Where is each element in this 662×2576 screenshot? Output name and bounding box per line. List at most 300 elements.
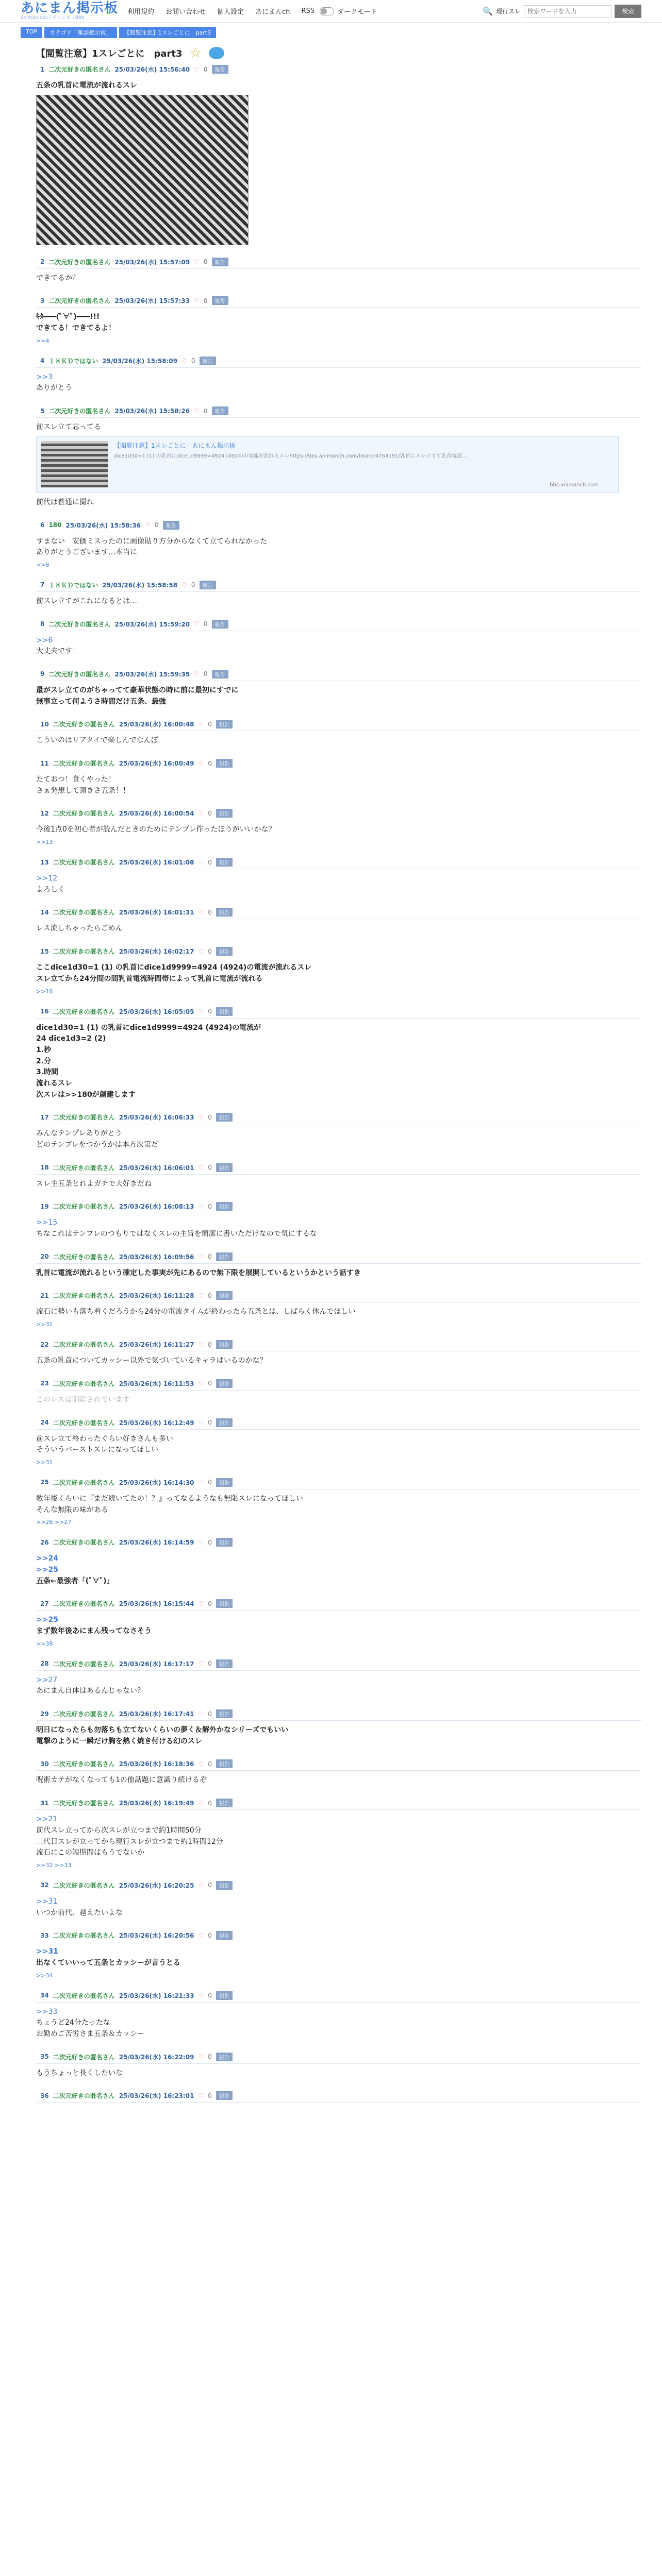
- heart-icon[interactable]: ♡: [198, 1710, 204, 1718]
- report-button[interactable]: 報告: [216, 908, 233, 917]
- post-number[interactable]: 23: [40, 1380, 49, 1387]
- reply-links[interactable]: >>8: [36, 561, 49, 568]
- reply-links[interactable]: >>26 >>27: [36, 1519, 72, 1526]
- heart-icon[interactable]: ♡: [198, 947, 204, 955]
- post-header: [36, 906, 641, 919]
- search-button[interactable]: 検索: [615, 5, 641, 18]
- post-header: [36, 1161, 641, 1175]
- poster-name: 二次元好きの匿名さん: [53, 1479, 115, 1486]
- post-body: [36, 731, 641, 747]
- reply-anchor-link[interactable]: >>25: [36, 1616, 58, 1624]
- reply-links[interactable]: >>32 >>33: [36, 1861, 72, 1869]
- search-bar: [483, 5, 641, 18]
- breadcrumb: [21, 27, 641, 38]
- post-number[interactable]: 25: [40, 1479, 49, 1486]
- post-body: [36, 1721, 641, 1747]
- post-number[interactable]: 17: [40, 1113, 49, 1121]
- top-bar: [0, 0, 662, 23]
- post-item: [36, 404, 641, 508]
- heart-icon[interactable]: ♡: [198, 1760, 204, 1768]
- report-button[interactable]: 報告: [216, 809, 233, 818]
- post-text-line: 乳首に電流が流れるという確定した事実が先にあるので無下限を展開しているというかという話すき: [36, 1268, 361, 1277]
- post-item: [36, 906, 641, 935]
- reply-anchor-link[interactable]: >>3: [36, 372, 53, 381]
- post-item: [36, 2089, 641, 2107]
- report-button[interactable]: 報告: [216, 1163, 233, 1172]
- site-logo[interactable]: [21, 2, 118, 21]
- heart-icon[interactable]: ♡: [198, 2053, 204, 2061]
- post-item: [36, 1005, 641, 1101]
- post-body: [36, 681, 641, 707]
- report-button[interactable]: 報告: [216, 1478, 233, 1487]
- post-item: [36, 1338, 641, 1367]
- post-number[interactable]: 6: [40, 521, 45, 529]
- breadcrumb-category[interactable]: カテゴリ「雑談掲示板」: [44, 27, 117, 38]
- thread-header: [36, 46, 641, 60]
- report-button[interactable]: 報告: [216, 1931, 233, 1940]
- report-button[interactable]: 報告: [216, 2053, 233, 2061]
- dark-mode-label: ダークモード: [337, 8, 377, 16]
- report-button[interactable]: 報告: [216, 1291, 233, 1300]
- search-scope-select[interactable]: 現行スレ: [495, 8, 521, 15]
- post-body: [36, 1430, 641, 1456]
- post-body: [36, 869, 641, 895]
- report-button[interactable]: 報告: [216, 759, 233, 768]
- heart-icon[interactable]: ♡: [198, 720, 204, 728]
- post-item: [36, 63, 641, 245]
- post-text-line: たておつ！食くやった！: [36, 775, 115, 784]
- post-text-line: 前代は普通に撮れ: [36, 498, 94, 506]
- post-header: [36, 579, 641, 592]
- post-item: [36, 807, 641, 845]
- like-count: 0: [208, 809, 212, 817]
- poster-name: 二次元好きの匿名さん: [48, 297, 111, 305]
- post-header: [36, 1536, 641, 1549]
- post-body: [36, 1611, 641, 1637]
- post-number[interactable]: 11: [40, 759, 49, 767]
- report-button[interactable]: 報告: [216, 1202, 233, 1211]
- post-number[interactable]: 10: [40, 720, 49, 728]
- post-body: [36, 2003, 641, 2040]
- post-header: [36, 1707, 641, 1721]
- post-date: 25/03/26(水) 15:57:33: [114, 297, 190, 305]
- post-text-line: スレ主五条とれよガチで大好きだね: [36, 1179, 152, 1188]
- report-button[interactable]: 報告: [216, 1418, 233, 1427]
- poster-name: 二次元好きの匿名さん: [53, 721, 115, 728]
- like-count: 0: [203, 65, 208, 73]
- poster-name: 二次元好きの匿名さん: [53, 1710, 115, 1718]
- heart-icon[interactable]: ♡: [145, 521, 151, 529]
- heart-icon[interactable]: ♡: [198, 1600, 204, 1607]
- like-count: 0: [208, 759, 212, 767]
- post-number[interactable]: 24: [40, 1419, 49, 1426]
- poster-name: 二次元好きの匿名さん: [53, 1660, 115, 1668]
- like-count: 0: [208, 947, 212, 955]
- post-number[interactable]: 18: [40, 1164, 49, 1172]
- post-number[interactable]: 26: [40, 1538, 49, 1546]
- heart-icon[interactable]: ♡: [194, 670, 200, 678]
- post-text-line: どのテンプレをつかうかは本方次第だ: [36, 1141, 158, 1149]
- post-header: [36, 1879, 641, 1892]
- post-text-line: もうちょっと長くしたいな: [36, 2069, 123, 2077]
- report-button[interactable]: 報告: [216, 1659, 233, 1668]
- heart-icon[interactable]: ♡: [194, 65, 200, 73]
- poster-name: 二次元好きの匿名さん: [53, 1992, 115, 1999]
- post-text-line: ありがとう: [36, 384, 72, 393]
- post-number[interactable]: 29: [40, 1710, 49, 1718]
- like-count: 0: [208, 1292, 212, 1299]
- post-item: [36, 1289, 641, 1328]
- page-title: 【閲覧注意】1スレごとに part3: [36, 48, 183, 59]
- report-button[interactable]: 報告: [216, 1113, 233, 1122]
- poster-name: 二次元好きの匿名さん: [48, 258, 111, 266]
- post-date: 25/03/26(水) 16:21:33: [119, 1992, 194, 1999]
- reply-links[interactable]: >>31: [36, 1459, 53, 1466]
- poster-name: 二次元好きの匿名さん: [53, 1164, 115, 1172]
- like-count: 0: [208, 1538, 212, 1546]
- poster-name: 二次元好きの匿名さん: [53, 2053, 115, 2061]
- post-item: [36, 294, 641, 344]
- post-body: [36, 308, 641, 334]
- post-item: [36, 1657, 641, 1697]
- poster-name: 二次元好きの匿名さん: [48, 620, 111, 628]
- post-body: [36, 532, 641, 558]
- post-header: [36, 2050, 641, 2064]
- post-header: [36, 1929, 641, 1942]
- reply-anchor-link[interactable]: >>27: [36, 1675, 58, 1684]
- heart-icon[interactable]: ♡: [198, 1992, 204, 1999]
- report-button[interactable]: 報告: [212, 65, 228, 74]
- post-number[interactable]: 30: [40, 1760, 49, 1768]
- reply-links[interactable]: >>13: [36, 839, 53, 846]
- post-image[interactable]: [36, 95, 249, 245]
- star-icon[interactable]: ☆: [189, 45, 202, 61]
- report-button[interactable]: 報告: [216, 1991, 233, 2000]
- post-body: [36, 1391, 641, 1406]
- post-body: [36, 1810, 641, 1859]
- post-date: 25/03/26(水) 15:58:36: [65, 521, 141, 529]
- post-text-line: 五条の乳首に電流が流れるスレ: [36, 81, 137, 90]
- post-text-line: 流石に勢いも落ち着くだろうから24分の電流タイムが終わったら五条とは、しばらく休んでほしい: [36, 1308, 356, 1316]
- nav-rss[interactable]: RSS: [301, 7, 315, 15]
- like-count: 0: [208, 858, 212, 866]
- breadcrumb-top[interactable]: TOP: [21, 27, 42, 38]
- reply-anchor-link[interactable]: >>31: [36, 1897, 58, 1906]
- heart-icon[interactable]: ♡: [198, 1164, 204, 1172]
- like-count: 0: [203, 670, 208, 678]
- post-text-line: ｷﾀ━━━(ﾟ∀ﾟ)━━━!!!: [36, 313, 100, 321]
- heart-icon[interactable]: ♡: [198, 1419, 204, 1426]
- heart-icon[interactable]: ♡: [194, 407, 200, 415]
- post-item: [36, 579, 641, 607]
- link-preview-card[interactable]: [36, 436, 619, 493]
- heart-icon[interactable]: ♡: [198, 1882, 204, 1889]
- heart-icon[interactable]: ♡: [198, 2092, 204, 2099]
- post-date: 25/03/26(水) 16:14:30: [119, 1479, 194, 1486]
- heart-icon[interactable]: ♡: [198, 1292, 204, 1299]
- post-date: 25/03/26(水) 15:58:09: [102, 357, 178, 365]
- post-number[interactable]: 1: [40, 65, 45, 73]
- report-button[interactable]: 報告: [212, 406, 228, 415]
- like-count: 0: [208, 1992, 212, 1999]
- heart-icon[interactable]: ♡: [198, 1008, 204, 1015]
- post-number[interactable]: 28: [40, 1660, 49, 1668]
- post-item: [36, 856, 641, 895]
- report-button[interactable]: 報告: [216, 1538, 233, 1547]
- report-button[interactable]: 報告: [212, 296, 228, 305]
- reply-links[interactable]: >>31: [36, 1321, 53, 1328]
- report-button[interactable]: 報告: [216, 1881, 233, 1890]
- post-date: 25/03/26(水) 16:11:28: [119, 1292, 194, 1300]
- like-count: 0: [208, 2053, 212, 2061]
- post-header: [36, 1289, 641, 1302]
- post-number[interactable]: 36: [40, 2092, 49, 2099]
- post-date: 25/03/26(水) 15:56:40: [114, 66, 190, 73]
- post-item: [36, 945, 641, 994]
- heart-icon[interactable]: ♡: [198, 1799, 204, 1807]
- post-number[interactable]: 22: [40, 1341, 49, 1348]
- post-text-line: 前スレ立て忘ってる: [36, 423, 101, 432]
- post-number[interactable]: 2: [40, 258, 45, 266]
- poster-name: 二次元好きの匿名さん: [53, 1539, 115, 1547]
- post-header: [36, 1338, 641, 1351]
- post-header: [36, 63, 641, 76]
- post-header: [36, 945, 641, 958]
- report-button[interactable]: 報告: [212, 258, 228, 266]
- poster-name: 二次元好きの匿名さん: [53, 909, 115, 917]
- post-text-line: 前スレ立て終わったぐらい好きさんも多い: [36, 1434, 173, 1443]
- post-number[interactable]: 8: [40, 620, 45, 628]
- post-text-line: こういのはリアタイで楽しんでなんぼ: [36, 736, 158, 745]
- nav-terms[interactable]: 利用規約: [127, 8, 155, 16]
- report-button[interactable]: 報告: [212, 670, 228, 679]
- heart-icon[interactable]: ♡: [198, 1202, 204, 1210]
- post-text-line: 最がスレ立てのがちゃってて豪華状態の時に前に最初にすでに: [36, 686, 239, 694]
- report-button[interactable]: 報告: [200, 581, 216, 589]
- like-count: 0: [208, 1341, 212, 1348]
- heart-icon[interactable]: ♡: [181, 581, 187, 589]
- twitter-share-icon[interactable]: [209, 47, 224, 59]
- reply-links[interactable]: >>4: [36, 337, 49, 344]
- post-text-line: まず数年後あにまん残ってなさそう: [36, 1627, 152, 1635]
- post-header: [36, 1416, 641, 1430]
- report-button[interactable]: 報告: [216, 720, 233, 728]
- reply-anchor-link[interactable]: >>15: [36, 1218, 58, 1227]
- heart-icon[interactable]: ♡: [198, 858, 204, 866]
- post-number[interactable]: 27: [40, 1600, 49, 1607]
- post-text-line: ちなこれはテンプレのつもりではなくスレの主旨を簡潔に書いただけなので気にするな: [36, 1230, 317, 1239]
- post-number[interactable]: 3: [40, 297, 45, 304]
- reply-anchor-link[interactable]: >>24: [36, 1554, 58, 1563]
- reply-anchor-link[interactable]: >>25: [36, 1565, 58, 1574]
- post-date: 25/03/26(水) 16:17:41: [119, 1710, 194, 1718]
- post-number[interactable]: 31: [40, 1799, 49, 1807]
- like-count: 0: [208, 1253, 212, 1261]
- post-item: [36, 2050, 641, 2079]
- report-button[interactable]: 報告: [216, 1379, 233, 1388]
- heart-icon[interactable]: ♡: [194, 258, 200, 266]
- heart-icon[interactable]: ♡: [198, 1479, 204, 1486]
- like-count: 0: [208, 1113, 212, 1121]
- post-date: 25/03/26(水) 16:17:17: [119, 1660, 194, 1668]
- post-text-line: 次スレは>>180が創建します: [36, 1090, 136, 1099]
- like-count: 0: [203, 407, 208, 415]
- post-text-line: ちょうど24分たったな: [36, 2019, 110, 2027]
- search-input[interactable]: [524, 5, 611, 18]
- post-item: [36, 1377, 641, 1406]
- post-body: [36, 1019, 641, 1101]
- like-count: 0: [191, 581, 195, 589]
- heart-icon[interactable]: ♡: [198, 1538, 204, 1546]
- post-item: [36, 1929, 641, 1978]
- post-item: [36, 718, 641, 747]
- post-header: [36, 1597, 641, 1611]
- nav-settings[interactable]: 個人設定: [217, 8, 244, 16]
- heart-icon[interactable]: ♡: [198, 1931, 204, 1939]
- heart-icon[interactable]: ♡: [198, 1253, 204, 1261]
- logo-text: あにまん掲示板: [21, 1, 119, 16]
- post-body: [36, 1771, 641, 1786]
- post-number[interactable]: 33: [40, 1931, 49, 1939]
- post-number[interactable]: 21: [40, 1292, 49, 1299]
- post-text-line: このレスは削除されています: [36, 1395, 130, 1404]
- report-button[interactable]: 報告: [200, 357, 216, 365]
- reply-anchor-link[interactable]: >>12: [36, 874, 58, 883]
- post-date: 25/03/26(水) 16:06:33: [119, 1114, 194, 1122]
- heart-icon[interactable]: ♡: [181, 357, 187, 365]
- reply-anchor-link[interactable]: >>21: [36, 1815, 58, 1824]
- report-button[interactable]: 報告: [216, 1759, 233, 1768]
- post-item: [36, 668, 641, 707]
- poster-name: 二次元好きの匿名さん: [53, 1932, 115, 1940]
- post-number[interactable]: 9: [40, 670, 45, 678]
- post-number[interactable]: 12: [40, 809, 49, 817]
- post-number[interactable]: 4: [40, 357, 45, 365]
- heart-icon[interactable]: ♡: [198, 1113, 204, 1121]
- like-count: 0: [208, 1660, 212, 1668]
- breadcrumb-thread[interactable]: 【閲覧注意】1スレごとに part3: [119, 27, 217, 38]
- report-button[interactable]: 報告: [163, 521, 179, 530]
- post-date: 25/03/26(水) 16:19:49: [119, 1800, 194, 1807]
- post-body: [36, 919, 641, 935]
- post-header: [36, 856, 641, 869]
- post-text-line: あにまん自体はあるんじゃない？: [36, 1687, 144, 1696]
- poster-name: 二次元好きの匿名さん: [53, 1419, 115, 1427]
- post-number[interactable]: 15: [40, 947, 49, 955]
- reply-anchor-link[interactable]: >>6: [36, 636, 53, 645]
- toggle-switch[interactable]: [320, 7, 334, 15]
- heart-icon[interactable]: ♡: [198, 1660, 204, 1668]
- post-number[interactable]: 32: [40, 1882, 49, 1889]
- report-button[interactable]: 報告: [216, 858, 233, 867]
- post-number[interactable]: 13: [40, 858, 49, 866]
- post-number[interactable]: 5: [40, 407, 45, 415]
- reply-anchor-link[interactable]: >>33: [36, 2007, 58, 2016]
- reply-links[interactable]: >>38: [36, 1640, 53, 1647]
- post-text-line: さぁ発想して頂きさ五条！！: [36, 786, 130, 795]
- report-button[interactable]: 報告: [216, 947, 233, 956]
- post-body: [36, 1302, 641, 1318]
- post-item: [36, 1797, 641, 1869]
- heart-icon[interactable]: ♡: [198, 1341, 204, 1348]
- post-date: 25/03/26(水) 15:59:20: [114, 620, 190, 628]
- poster-name: 二次元好きの匿名さん: [48, 408, 111, 415]
- heart-icon[interactable]: ♡: [198, 809, 204, 817]
- report-button[interactable]: 報告: [216, 1007, 233, 1016]
- reply-links[interactable]: >>34: [36, 1972, 53, 1979]
- report-button[interactable]: 報告: [216, 1709, 233, 1718]
- post-text-line: できてる！できてるよ！: [36, 324, 115, 333]
- post-date: 25/03/26(水) 16:00:49: [119, 760, 194, 767]
- post-body: [36, 2103, 641, 2107]
- post-date: 25/03/26(水) 16:22:09: [119, 2053, 194, 2061]
- post-number[interactable]: 34: [40, 1992, 49, 1999]
- post-date: 25/03/26(水) 16:02:17: [119, 948, 194, 956]
- heart-icon[interactable]: ♡: [198, 759, 204, 767]
- heart-icon[interactable]: ♡: [198, 1380, 204, 1387]
- poster-name: 二次元好きの匿名さん: [53, 1114, 115, 1122]
- poster-name: 二次元好きの匿名さん: [48, 670, 111, 678]
- post-text-line: ここdice1d30=1 (1) の乳首にdice1d9999=4924 (4924)の電流が流れるスレ: [36, 963, 312, 972]
- post-header: [36, 256, 641, 269]
- link-preview-image: [41, 441, 108, 487]
- post-date: 25/03/26(水) 16:01:08: [119, 859, 194, 867]
- report-button[interactable]: 報告: [212, 620, 228, 629]
- report-button[interactable]: 報告: [216, 1799, 233, 1807]
- post-date: 25/03/26(水) 16:11:53: [119, 1380, 194, 1387]
- dark-mode-toggle[interactable]: [320, 6, 377, 16]
- like-count: 0: [203, 620, 208, 628]
- post-body: [36, 631, 641, 657]
- like-count: 0: [208, 720, 212, 728]
- report-button[interactable]: 報告: [216, 1252, 233, 1261]
- reply-links[interactable]: >>16: [36, 988, 53, 995]
- report-button[interactable]: 報告: [216, 2091, 233, 2100]
- post-date: 25/03/26(水) 16:20:56: [119, 1932, 194, 1940]
- post-text-line: 二代目スレが立ってから現行スレが立つまで約1時間12分: [36, 1837, 223, 1846]
- post-item: [36, 1597, 641, 1647]
- post-number[interactable]: 14: [40, 908, 49, 916]
- post-body: [36, 1175, 641, 1190]
- post-header: [36, 354, 641, 368]
- post-number[interactable]: 20: [40, 1253, 49, 1261]
- heart-icon[interactable]: ♡: [194, 297, 200, 304]
- post-text-line: 前代スレ立ってから次スレが立つまで約1時間50分: [36, 1826, 202, 1835]
- post-body: [36, 1213, 641, 1240]
- heart-icon[interactable]: ♡: [198, 908, 204, 916]
- post-date: 25/03/26(水) 15:59:35: [114, 670, 190, 678]
- poster-name: 二次元好きの匿名さん: [53, 1380, 115, 1387]
- post-number[interactable]: 35: [40, 2053, 49, 2061]
- post-number[interactable]: 7: [40, 581, 45, 589]
- post-text-line: 五条←最強者「(ﾟ∀ﾟ)」: [36, 1577, 114, 1585]
- nav-animanch[interactable]: あにまんch: [255, 8, 290, 16]
- report-button[interactable]: 報告: [216, 1599, 233, 1608]
- post-date: 25/03/26(水) 16:18:36: [119, 1760, 194, 1768]
- poster-name: １８ＫＤではない: [48, 581, 98, 589]
- post-text-line: 流石にこの短期間はもうでないか: [36, 1849, 144, 1857]
- reply-anchor-link[interactable]: >>31: [36, 1947, 58, 1956]
- post-date: 25/03/26(水) 16:00:48: [119, 721, 194, 728]
- nav-contact[interactable]: お問い合わせ: [166, 8, 206, 16]
- heart-icon[interactable]: ♡: [194, 620, 200, 628]
- report-button[interactable]: 報告: [216, 1340, 233, 1349]
- post-number[interactable]: 16: [40, 1008, 49, 1015]
- post-header: [36, 1005, 641, 1019]
- post-number[interactable]: 19: [40, 1202, 49, 1210]
- poster-name: １８ＫＤではない: [48, 357, 98, 365]
- post-header: [36, 1111, 641, 1124]
